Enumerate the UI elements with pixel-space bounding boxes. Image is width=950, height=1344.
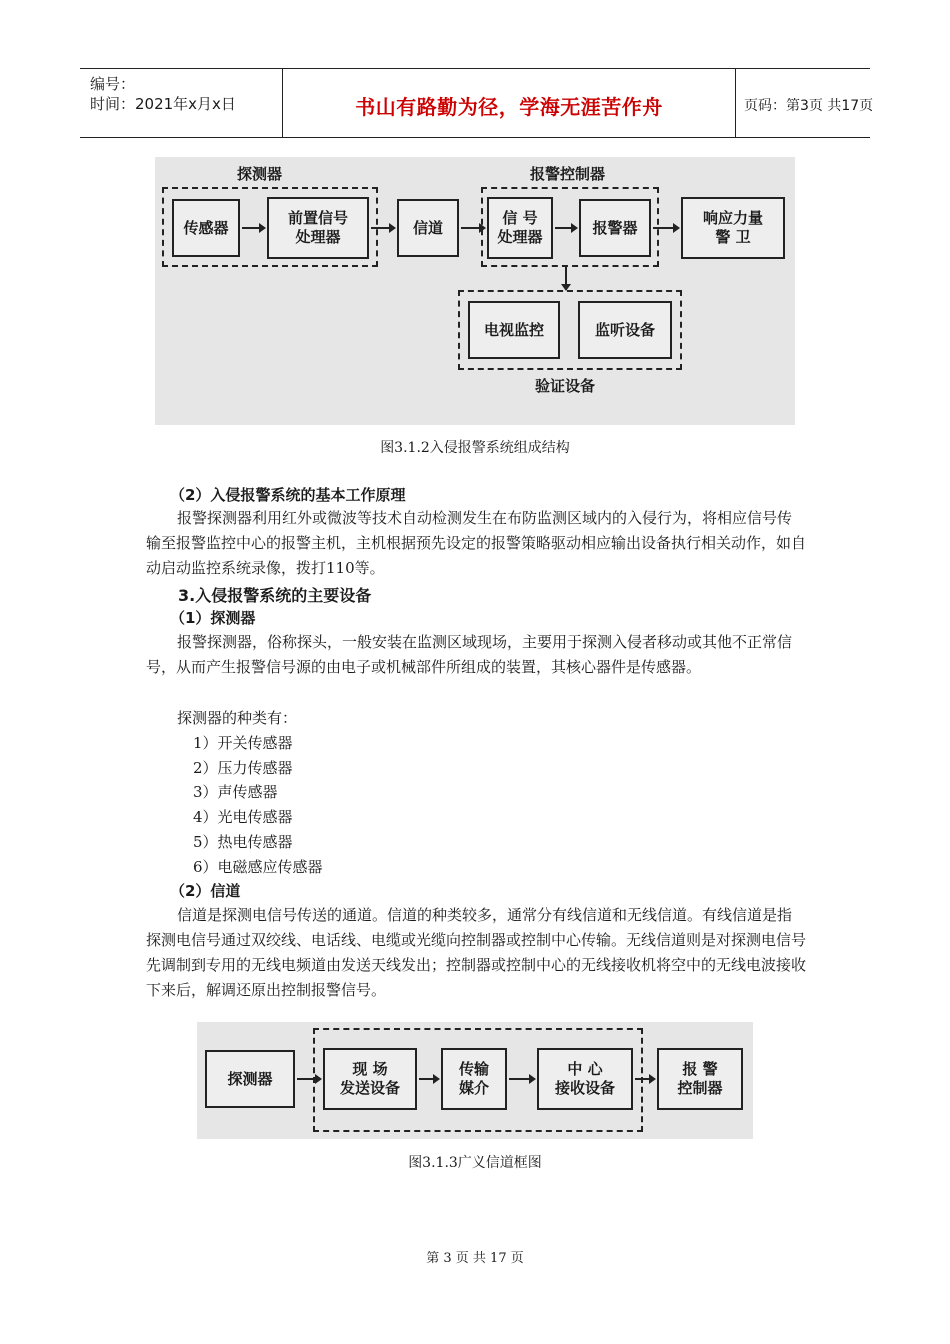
figure-intrusion-system (155, 157, 795, 425)
detector-type-item: 1）开关传感器 (193, 734, 293, 752)
detector-paragraph: 报警探测器，俗称探头，一般安装在监测区域现场，主要用于探测入侵者移动或其他不正常信号，从而产生报警信号源的由电子或机械部件所组成的装置，其核心器件是传感器。 (146, 633, 793, 676)
arrow-detector-tx (297, 1078, 320, 1080)
detector-types-intro: 探测器的种类有： (177, 709, 298, 727)
channel-paragraph: 信道是探测电信号传送的通道。信道的种类较多，通常分有线信道和无线信道。有线信道是指探测电信号通过双绞线、电话线、电缆或光缆向控制器或控制中心传输。无线信道则是对探测电信号先调制到专用的无线电频道由发送天线发出；控制器或控制中心的无线接收机将空中的无线电波接收下来后，解调还原出控制报警信号。 (146, 906, 807, 999)
arrow-preprocessor-channel (371, 227, 394, 229)
label-controller-group: 报警控制器 (530, 165, 606, 183)
figure1-caption: 图3.1.2入侵报警系统组成结构 (380, 440, 570, 456)
site-tx-box: 现 场 发送设备 (323, 1048, 417, 1110)
figure2-caption: 图3.1.3广义信道框图 (408, 1155, 542, 1171)
arrow-channel-processor (461, 227, 484, 229)
arrow-medium-rx (509, 1078, 534, 1080)
motto: 书山有路勤为径，学海无涯苦作舟 (355, 95, 663, 119)
audio-monitor-box: 监听设备 (578, 301, 672, 359)
number-label: 编号： (90, 75, 136, 93)
time-label: 时间：2021年x月x日 (90, 95, 236, 113)
sensor-box: 传感器 (172, 199, 240, 257)
controller-box: 报 警 控制器 (657, 1048, 743, 1110)
alarm-box: 报警器 (579, 199, 651, 257)
detector-box: 探测器 (205, 1050, 295, 1108)
detector-type-item: 3）声传感器 (193, 783, 278, 801)
detector-type-item: 5）热电传感器 (193, 833, 293, 851)
arrow-tx-medium (419, 1078, 438, 1080)
detector-type-item: 6）电磁感应传感器 (193, 858, 323, 876)
section2-heading: （2）入侵报警系统的基本工作原理 (170, 486, 406, 504)
channel-box: 信道 (397, 199, 459, 257)
arrow-processor-alarm (555, 227, 576, 229)
label-verify-group: 验证设备 (535, 377, 596, 395)
header-motto-cell (282, 69, 736, 137)
detector-type-item: 4）光电传感器 (193, 808, 293, 826)
signal-processor-box: 信 号 处理器 (487, 197, 553, 259)
page-info: 页码：第3页 共17页 (744, 98, 874, 114)
figure-generalized-channel (197, 1022, 753, 1139)
response-box: 响应力量 警 卫 (681, 197, 785, 259)
header-meta-cell (80, 69, 282, 137)
label-detector-group: 探测器 (237, 165, 283, 183)
header-page-cell (734, 69, 874, 137)
channel-subheading: （2）信道 (170, 882, 241, 900)
arrow-alarm-response (653, 227, 678, 229)
center-rx-box: 中 心 接收设备 (537, 1048, 633, 1110)
arrow-rx-controller (635, 1078, 654, 1080)
section3-heading: 3.入侵报警系统的主要设备 (178, 586, 372, 605)
detector-subheading: （1）探测器 (170, 609, 256, 627)
arrow-controller-verify (565, 267, 567, 289)
section2-paragraph: 报警探测器利用红外或微波等技术自动检测发生在布防监测区域内的入侵行为，将相应信号传输至报警监控中心的报警主机，主机根据预先设定的报警策略驱动相应输出设备执行相关动作，如自动启动监控系统录像，拨打110等。 (146, 509, 807, 577)
medium-box: 传输 媒介 (441, 1048, 507, 1110)
preprocessor-box: 前置信号 处理器 (267, 197, 369, 259)
tv-monitor-box: 电视监控 (468, 301, 560, 359)
detector-type-item: 2）压力传感器 (193, 759, 293, 777)
arrow-sensor-preprocessor (242, 227, 264, 229)
page-footer: 第 3 页 共 17 页 (426, 1251, 524, 1266)
document-header (80, 68, 874, 138)
